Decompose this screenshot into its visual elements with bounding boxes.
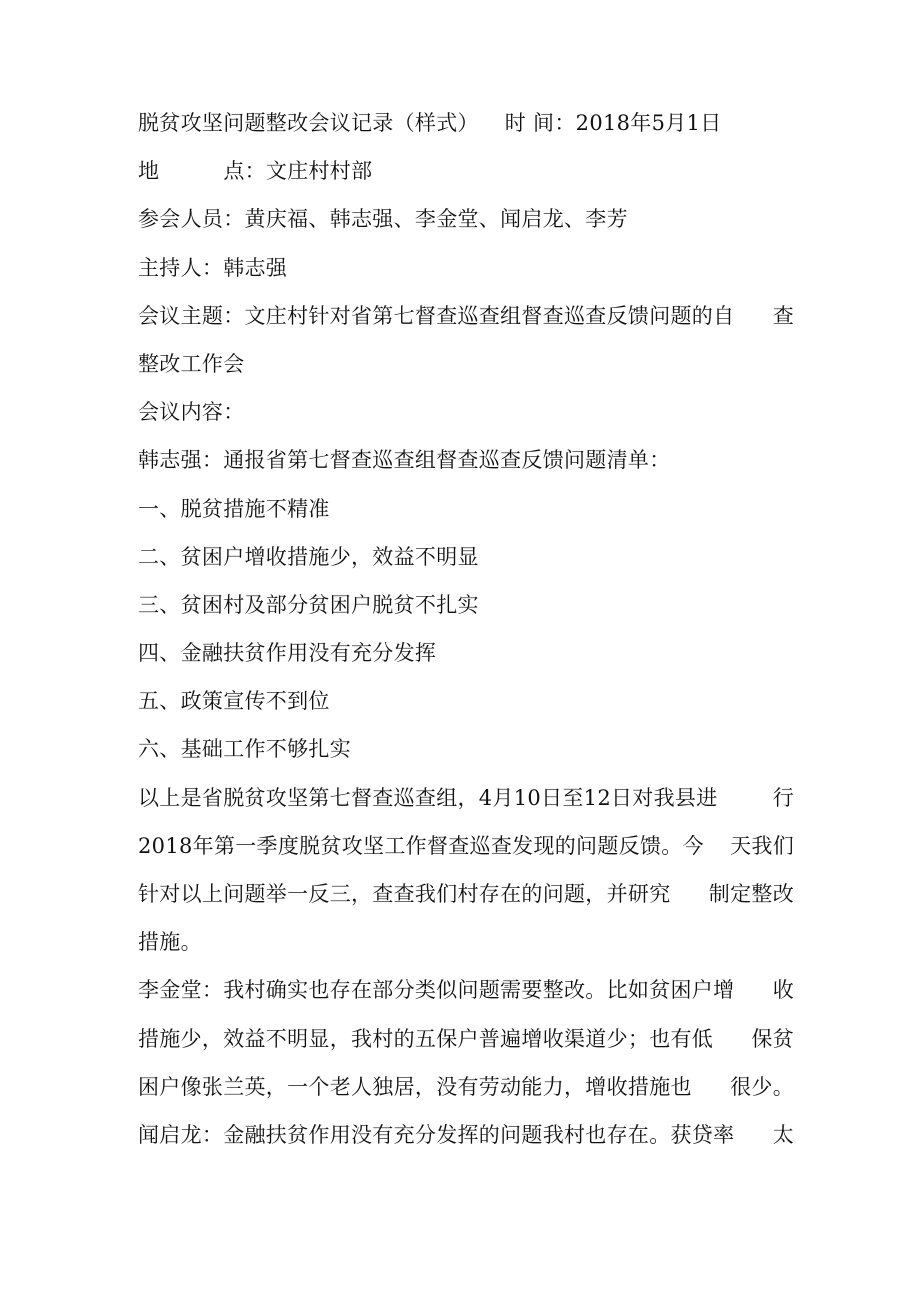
topic-text-end: 查 bbox=[772, 303, 794, 328]
summary-line-3 bbox=[138, 870, 794, 918]
summary-text-end: 行 bbox=[772, 785, 794, 810]
meeting-time: 时 间：2018年5月1日 bbox=[504, 111, 722, 135]
wen-speech-text: 闻启龙：金融扶贫作用没有充分发挥的问题我村也存在。获贷率 bbox=[138, 1122, 735, 1147]
location-label: 地 bbox=[138, 159, 160, 184]
location-value: 点：文庄村村部 bbox=[223, 159, 373, 184]
li-speech-text-end: 很少。 bbox=[730, 1074, 794, 1099]
li-speech-text-end: 保贫 bbox=[751, 1026, 794, 1051]
wen-speech-text-end: 太 bbox=[772, 1122, 794, 1147]
issue-item: 五、政策宣传不到位 bbox=[138, 689, 330, 714]
topic-text: 会议主题：文庄村针对省第七督查巡查组督查巡查反馈问题的自 bbox=[138, 303, 735, 328]
issue-item: 三、贫困村及部分贫困户脱贫不扎实 bbox=[138, 592, 479, 617]
issue-item: 二、贫困户增收措施少，效益不明显 bbox=[138, 544, 479, 569]
topic-line-2: 整改工作会 bbox=[138, 351, 245, 376]
location-line bbox=[138, 147, 798, 195]
li-speech-line-2 bbox=[138, 1015, 794, 1063]
host-line: 主持人：韩志强 bbox=[138, 255, 288, 280]
document-title: 脱贫攻坚问题整改会议记录（样式） bbox=[138, 111, 479, 135]
summary-line-1 bbox=[138, 774, 794, 822]
issue-item: 一、脱贫措施不精准 bbox=[138, 496, 330, 521]
meeting-record bbox=[138, 99, 798, 1159]
wen-speech-line-1 bbox=[138, 1111, 794, 1159]
li-speech-text-end: 收 bbox=[772, 978, 794, 1003]
summary-text-end: 天我们 bbox=[730, 833, 794, 858]
li-speech-line-3 bbox=[138, 1063, 794, 1111]
summary-text: 2018年第一季度脱贫攻坚工作督查巡查发现的问题反馈。今 bbox=[138, 833, 704, 858]
summary-line-4: 措施。 bbox=[138, 930, 202, 955]
topic-line-1 bbox=[138, 292, 794, 340]
speech-han-intro: 韩志强：通报省第七督查巡查组督查巡查反馈问题清单： bbox=[138, 448, 671, 473]
issue-item: 四、金融扶贫作用没有充分发挥 bbox=[138, 641, 437, 666]
issue-item: 六、基础工作不够扎实 bbox=[138, 737, 351, 762]
li-speech-line-1 bbox=[138, 966, 794, 1014]
li-speech-text: 措施少，效益不明显，我村的五保户普遍增收渠道少；也有低 bbox=[138, 1026, 714, 1051]
summary-line-2 bbox=[138, 822, 794, 870]
summary-text-end: 制定整改 bbox=[708, 882, 794, 906]
content-label: 会议内容： bbox=[138, 400, 245, 425]
header-line bbox=[138, 99, 798, 147]
summary-text: 针对以上问题举一反三，查查我们村存在的问题，并研究 bbox=[138, 882, 671, 906]
attendees-line: 参会人员：黄庆福、韩志强、李金堂、闻启龙、李芳 bbox=[138, 207, 628, 232]
li-speech-text: 困户像张兰英，一个老人独居，没有劳动能力，增收措施也 bbox=[138, 1074, 692, 1099]
summary-text: 以上是省脱贫攻坚第七督查巡查组，4月10日至12日对我县进 bbox=[138, 785, 718, 810]
li-speech-text: 李金堂：我村确实也存在部分类似问题需要整改。比如贫困户增 bbox=[138, 978, 735, 1003]
